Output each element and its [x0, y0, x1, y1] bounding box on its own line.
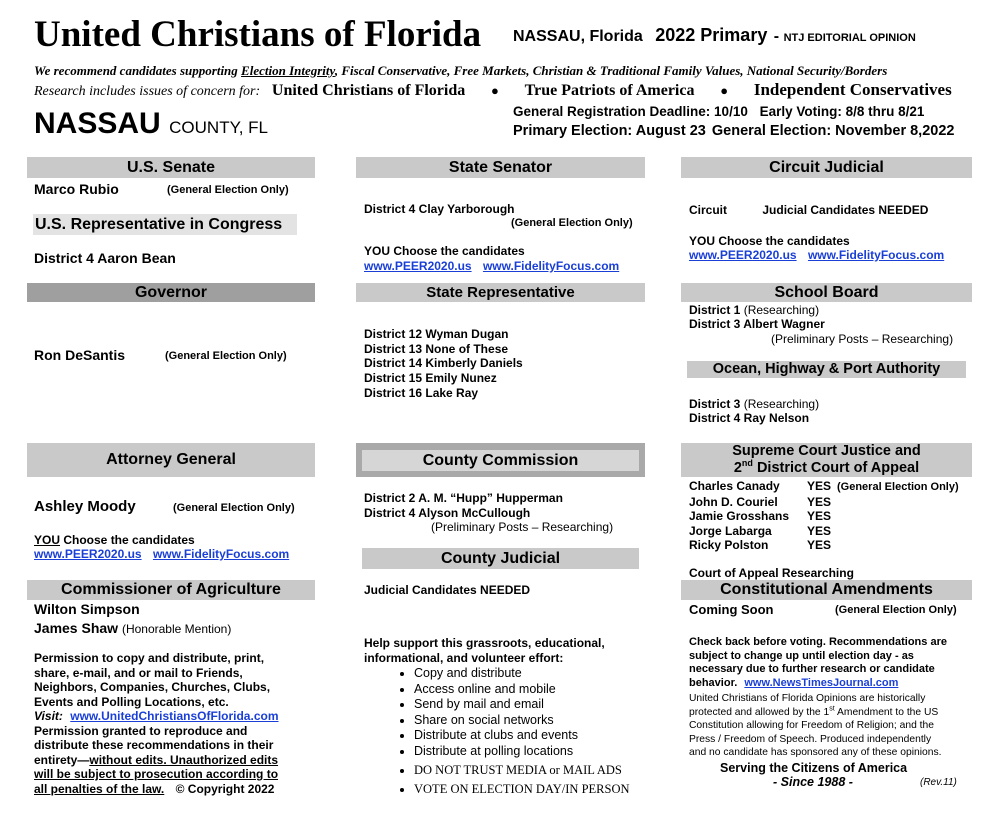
appeal-line: Court of Appeal Researching: [689, 566, 854, 580]
help-bullet-list: [364, 666, 630, 797]
opinion-text: NTJ EDITORIAL OPINION: [783, 32, 916, 44]
justice-row: [689, 479, 959, 495]
history-prefix: protected and allowed by the 1: [689, 706, 830, 718]
help-bullet-item: • Copy and distribute: [414, 666, 630, 682]
check-back-block: [689, 636, 947, 690]
behavior-text: behavior.: [689, 676, 738, 689]
header-county-commission: County Commission: [362, 450, 639, 471]
header-location: [513, 25, 916, 46]
permission-line: share, e-mail, and or mail to Friends,: [34, 665, 243, 680]
org-ucf: United Christians of Florida: [271, 82, 466, 99]
supreme-2: 2: [733, 460, 742, 476]
justice-name: Ricky Polston: [689, 538, 769, 552]
help-bullet-caps: • DO NOT TRUST MEDIA or MAIL ADS: [414, 763, 630, 779]
history-block: [689, 692, 941, 760]
state-senator-note: (General Election Only): [511, 217, 633, 229]
entirety-line: [34, 753, 279, 768]
ag-note: (General Election Only): [173, 502, 295, 514]
recommend-suffix: , Fiscal Conservative, Free Markets, Christian & Traditional Family Values, National Security/Borders: [334, 63, 888, 78]
col2-links: [364, 259, 619, 273]
history-st: st: [829, 705, 835, 713]
state-rep-item: District 16 Lake Ray: [364, 385, 479, 400]
port-d4: District 4 Ray Nelson: [689, 411, 810, 425]
visit-label: Visit:: [34, 709, 63, 723]
penalties-line: [34, 782, 279, 797]
primary-election: Primary Election: August 23: [513, 123, 706, 139]
help-bullet-item: • Send by mail and email: [414, 697, 630, 713]
fidelityfocus-link[interactable]: www.FidelityFocus.com: [482, 259, 620, 273]
state-rep-item: District 13 None of These: [364, 341, 509, 356]
justice-vote: YES: [807, 509, 832, 523]
ag-links: [34, 547, 289, 561]
peer2020-link[interactable]: www.PEER2020.us: [689, 248, 797, 262]
governor-candidate: Ron DeSantis: [34, 347, 126, 363]
permission-line: Neighbors, Companies, Churches, Clubs,: [34, 680, 271, 694]
serving-line: Serving the Citizens of America: [720, 761, 908, 775]
justice-list: [689, 479, 959, 553]
ntj-link[interactable]: www.NewsTimesJournal.com: [744, 676, 899, 689]
help-support: [364, 636, 605, 666]
header-supreme-court: [681, 443, 972, 477]
justice-name: Jorge Labarga: [689, 523, 772, 538]
amend-note: (General Election Only): [835, 604, 957, 616]
help-bullet-item: • Distribute at polling locations: [414, 744, 630, 760]
col3-links: [689, 248, 944, 262]
ucf-link[interactable]: www.UnitedChristiansOfFlorida.com: [70, 709, 279, 723]
recommend-line: [34, 63, 887, 79]
org-tpa: True Patriots of America: [524, 82, 695, 99]
history-line: United Christians of Florida Opinions are historically: [689, 693, 926, 704]
permission-line: Events and Polling Locations, etc.: [34, 694, 229, 709]
agri-candidate-2: [34, 620, 231, 636]
reg-deadline: General Registration Deadline: 10/10: [513, 104, 748, 119]
port-d3: [689, 397, 819, 411]
justice-vote: YES: [807, 494, 832, 509]
state-rep-item: District 14 Kimberly Daniels: [364, 356, 523, 371]
county-comm-item: District 2 A. M. “Hupp” Hupperman: [364, 491, 563, 505]
visit-line: [34, 709, 279, 724]
fidelityfocus-link[interactable]: www.FidelityFocus.com: [807, 248, 945, 262]
supreme-rest: District Court of Appeal: [752, 460, 920, 476]
header-attorney-general: Attorney General: [27, 443, 315, 477]
agri-candidate-1: Wilton Simpson: [34, 601, 140, 617]
history-line: and no candidate has sponsored any of these opinions.: [689, 747, 942, 759]
bullet-1: ●: [491, 83, 499, 98]
county-suffix: COUNTY, FL: [169, 118, 269, 137]
early-voting: Early Voting: 8/8 thru 8/21: [759, 104, 925, 119]
help-bullet-caps: • VOTE ON ELECTION DAY/IN PERSON: [414, 782, 630, 798]
congress-candidate: District 4 Aaron Bean: [34, 250, 176, 266]
ag-candidate: Ashley Moody: [34, 498, 136, 515]
penalties-text: all penalties of the law.: [34, 781, 165, 796]
county-comm-list: [364, 491, 563, 520]
justice-vote: YES: [807, 479, 832, 493]
location-text: NASSAU, Florida: [513, 28, 643, 45]
county-name: NASSAU: [34, 107, 161, 140]
supreme-line-2: [681, 460, 972, 477]
county-title: [34, 107, 268, 141]
election-integrity: Election Integrity: [241, 63, 335, 78]
justice-row: [689, 524, 959, 539]
history-line: Press / Freedom of Speech. Produced independently: [689, 733, 932, 745]
justice-vote: YES: [807, 538, 832, 552]
justice-note: (General Election Only): [837, 481, 959, 493]
permission-line: Permission to copy and distribute, print,: [34, 651, 265, 665]
justice-row: [689, 509, 959, 524]
help-bullet-item: • Distribute at clubs and events: [414, 728, 630, 744]
prosecution-line: will be subject to prosecution according to: [34, 767, 279, 781]
governor-note: (General Election Only): [165, 350, 287, 362]
check-line: necessary due to further research or candidate: [689, 663, 935, 675]
senate-note: (General Election Only): [167, 184, 289, 196]
peer2020-link[interactable]: www.PEER2020.us: [34, 547, 142, 561]
circuit-label: Circuit: [689, 203, 728, 217]
fidelityfocus-link[interactable]: www.FidelityFocus.com: [152, 547, 290, 561]
help-bullet-item: • Access online and mobile: [414, 682, 630, 698]
help-bullet-item: • Share on social networks: [414, 713, 630, 729]
state-rep-item: District 12 Wyman Dugan: [364, 327, 509, 341]
history-line: [689, 706, 941, 720]
choose-text: Choose the candidates: [60, 533, 195, 547]
you-text: YOU: [34, 533, 61, 547]
justice-row: [689, 538, 959, 553]
check-line: Check back before voting. Recommendations are: [689, 636, 947, 648]
dates-line-2: [513, 123, 954, 139]
bullet-2: ●: [720, 83, 729, 98]
agri-name-2: James Shaw: [34, 620, 119, 636]
header-amendments: Constitutional Amendments: [681, 580, 972, 600]
permission-block: [34, 651, 279, 796]
header-agriculture: Commissioner of Agriculture: [27, 580, 315, 600]
header-state-rep: State Representative: [356, 283, 645, 302]
granted-line: Permission granted to reproduce and: [34, 723, 248, 738]
senate-candidate: Marco Rubio: [34, 181, 119, 197]
supreme-line-1: Supreme Court Justice and: [732, 443, 921, 459]
col3-choose: YOU Choose the candidates: [689, 234, 850, 248]
header-governor: Governor: [27, 283, 315, 302]
port-d3-status: (Researching): [743, 397, 820, 411]
dash-text: -: [773, 28, 780, 45]
col2-choose: YOU Choose the candidates: [364, 244, 525, 258]
recommend-prefix: We recommend candidates supporting: [34, 63, 242, 78]
since-line: - Since 1988 -: [773, 775, 853, 789]
header-school-board: School Board: [681, 283, 972, 302]
circuit-needed: Judicial Candidates NEEDED: [762, 203, 929, 217]
org-ic: Independent Conservatives: [753, 80, 952, 99]
school-d1-status: (Researching): [743, 303, 820, 317]
circuit-line: [689, 203, 928, 217]
copyright-text: © Copyright 2022: [175, 781, 275, 796]
supreme-nd: nd: [741, 458, 753, 469]
history-line: Constitution allowing for Freedom of Religion; and the: [689, 720, 934, 732]
help-line: informational, and volunteer effort:: [364, 651, 564, 665]
check-line: subject to change up until election day - as: [689, 649, 914, 662]
dates-line-1: [513, 104, 924, 119]
header-us-congress: U.S. Representative in Congress: [33, 214, 297, 235]
entirety-underlined: without edits. Unauthorized edits: [89, 752, 279, 767]
coming-soon: Coming Soon: [689, 602, 774, 617]
research-prefix: Research includes issues of concern for:: [34, 84, 261, 99]
school-d3: District 3 Albert Wagner: [689, 317, 825, 331]
county-judicial-needed: Judicial Candidates NEEDED: [364, 583, 531, 597]
primary-text: 2022 Primary: [655, 25, 768, 45]
entirety-prefix: entirety—: [34, 752, 90, 767]
general-election: General Election: November 8,2022: [711, 123, 955, 139]
justice-name: Jamie Grosshans: [689, 509, 790, 523]
header-circuit-judicial: Circuit Judicial: [681, 157, 972, 178]
help-line: Help support this grassroots, educational,: [364, 636, 605, 650]
header-us-senate: U.S. Senate: [27, 157, 315, 178]
school-prelim: (Preliminary Posts – Researching): [771, 332, 954, 346]
justice-row: [689, 495, 959, 510]
ag-choose: [34, 533, 195, 547]
revision-tag: (Rev.11): [920, 777, 957, 788]
state-senator-candidate: District 4 Clay Yarborough: [364, 202, 515, 216]
justice-name: John D. Couriel: [689, 494, 778, 509]
state-rep-list: [364, 327, 523, 401]
justice-name: Charles Canady: [689, 479, 780, 493]
school-d1: [689, 303, 819, 317]
header-state-senator: State Senator: [356, 157, 645, 178]
header-county-judicial: County Judicial: [362, 548, 639, 569]
history-suffix: Amendment to the US: [834, 706, 939, 718]
port-d3-label: District 3: [689, 397, 741, 411]
county-comm-prelim: (Preliminary Posts – Researching): [431, 520, 614, 534]
justice-vote: YES: [807, 523, 832, 538]
peer2020-link[interactable]: www.PEER2020.us: [364, 259, 472, 273]
state-rep-item: District 15 Emily Nunez: [364, 371, 497, 386]
behavior-line: [689, 677, 947, 691]
school-d1-label: District 1: [689, 303, 741, 317]
granted-line: distribute these recommendations in their: [34, 738, 274, 752]
header-port-authority: Ocean, Highway & Port Authority: [687, 361, 966, 378]
page-title: United Christians of Florida: [34, 14, 482, 55]
research-line: [34, 80, 952, 100]
county-comm-item: District 4 Alyson McCullough: [364, 505, 531, 520]
agri-mention: (Honorable Mention): [121, 622, 232, 636]
